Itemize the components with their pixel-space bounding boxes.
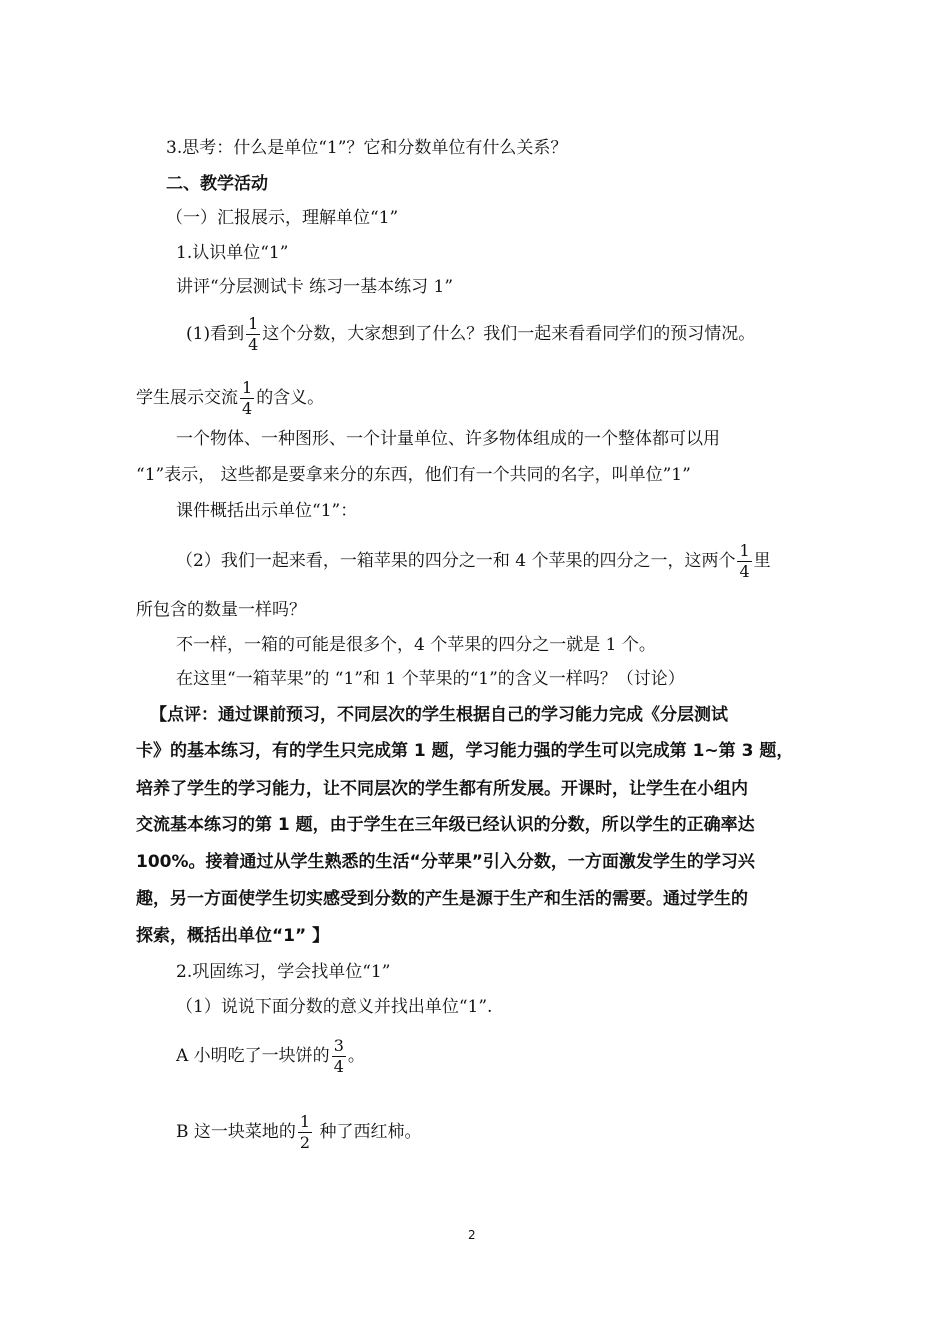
exercise-instruction: （1）说说下面分数的意义并找出单位“1”. bbox=[176, 997, 493, 1017]
paragraph-2-line-1: 一个物体、一种图形、一个计量单位、许多物体组成的一个整体都可以用 bbox=[176, 429, 720, 449]
paragraph-3-line-1 bbox=[176, 541, 771, 582]
fraction bbox=[332, 1036, 346, 1077]
fraction-numerator: 1 bbox=[242, 378, 253, 397]
exercise-b bbox=[176, 1112, 422, 1153]
fraction-numerator: 1 bbox=[739, 541, 750, 560]
item-1-heading: 1.认识单位“1” bbox=[176, 243, 289, 263]
discussion-line: 在这里“一箱苹果”的 “1”和 1 个苹果的“1”的含义一样吗？（讨论） bbox=[176, 669, 685, 689]
fraction-denominator: 4 bbox=[242, 399, 253, 418]
text-span: 种了西红柿。 bbox=[314, 1122, 422, 1142]
section-heading: 二、教学活动 bbox=[166, 174, 268, 194]
fraction-denominator: 4 bbox=[248, 335, 259, 354]
paragraph-2-line-2: “1”表示， 这些都是要拿来分的东西，他们有一个共同的名字，叫单位”1” bbox=[136, 465, 691, 485]
text-span: 学生展示交流 bbox=[136, 388, 238, 408]
text-span: (1)看到 bbox=[186, 324, 245, 344]
comment-line-1: 【点评：通过课前预习，不同层次的学生根据自己的学习能力完成《分层测试 bbox=[150, 705, 728, 725]
comment-line-7: 探索，概括出单位“1” 】 bbox=[136, 926, 330, 946]
fraction bbox=[246, 314, 260, 355]
review-line: 讲评“分层测试卡 练习一基本练习 1” bbox=[176, 277, 454, 297]
fraction bbox=[298, 1112, 312, 1153]
text-span: A 小明吃了一块饼的 bbox=[176, 1046, 330, 1066]
comment-line-5: 100%。接着通过从学生熟悉的生活“分苹果”引入分数，一方面激发学生的学习兴 bbox=[136, 852, 755, 872]
comment-line-2: 卡》的基本练习，有的学生只完成第 1 题，学习能力强的学生可以完成第 1~第 3 题， bbox=[136, 741, 794, 761]
fraction-denominator: 4 bbox=[739, 562, 750, 581]
fraction-denominator: 2 bbox=[299, 1133, 311, 1152]
comment-line-3: 培养了学生的学习能力，让不同层次的学生都有所发展。开课时，让学生在小组内 bbox=[136, 779, 748, 799]
paragraph-1-line bbox=[186, 314, 755, 355]
comment-line-6: 趣，另一方面使学生切实感受到分数的产生是源于生产和生活的需要。通过学生的 bbox=[136, 889, 748, 909]
courseware-line: 课件概括出示单位“1”： bbox=[176, 501, 358, 521]
text-span: 。 bbox=[347, 1046, 365, 1066]
item-2-heading: 2.巩固练习，学会找单位“1” bbox=[176, 962, 391, 982]
page-number: 2 bbox=[468, 1228, 476, 1242]
fraction-denominator: 4 bbox=[333, 1057, 344, 1076]
fraction bbox=[737, 541, 751, 582]
fraction-numerator: 1 bbox=[248, 314, 259, 333]
fraction-numerator: 3 bbox=[333, 1036, 344, 1055]
fraction bbox=[240, 378, 254, 419]
text-span: 的含义。 bbox=[256, 388, 325, 408]
paragraph-3-line-2: 所包含的数量一样吗？ bbox=[136, 600, 306, 620]
question-3: 3.思考：什么是单位“1”？它和分数单位有什么关系？ bbox=[166, 138, 568, 158]
exercise-a bbox=[176, 1036, 365, 1077]
paragraph-1-line-2 bbox=[136, 378, 324, 419]
comment-line-4: 交流基本练习的第 1 题，由于学生在三年级已经认识的分数，所以学生的正确率达 bbox=[136, 815, 755, 835]
fraction-numerator: 1 bbox=[299, 1112, 311, 1131]
subsection-heading: （一）汇报展示，理解单位“1” bbox=[166, 208, 399, 228]
answer-line: 不一样，一箱的可能是很多个，4 个苹果的四分之一就是 1 个。 bbox=[176, 635, 656, 655]
text-span: 里 bbox=[753, 551, 771, 571]
text-span: 这个分数，大家想到了什么？我们一起来看看同学们的预习情况。 bbox=[262, 324, 756, 344]
text-span: B 这一块菜地的 bbox=[176, 1122, 296, 1142]
text-span: （2）我们一起来看，一箱苹果的四分之一和 4 个苹果的四分之一，这两个 bbox=[176, 551, 736, 571]
